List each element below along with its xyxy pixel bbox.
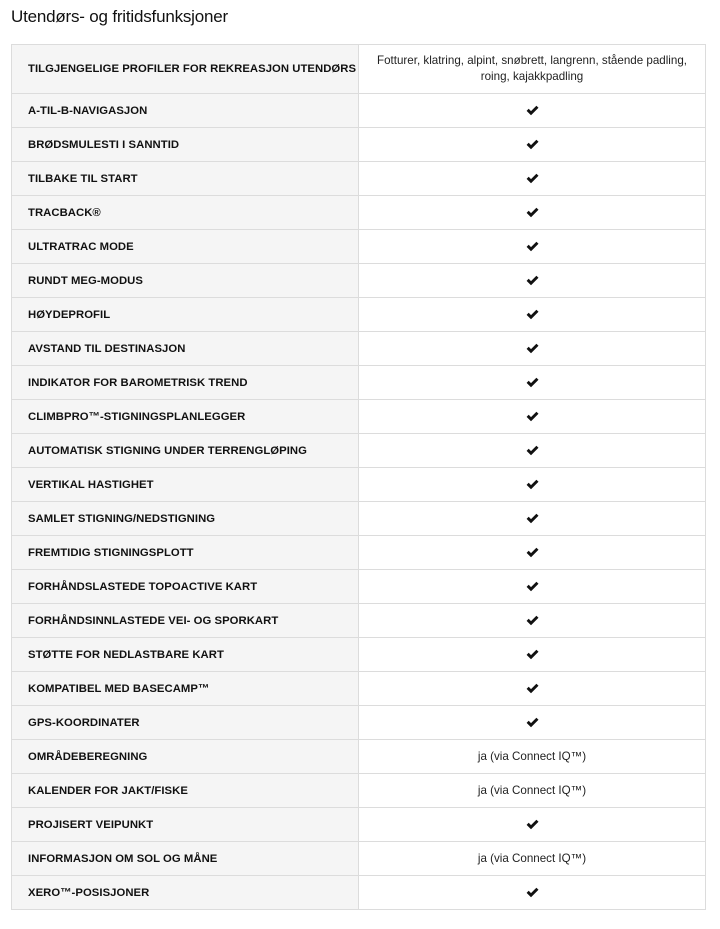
table-row — [12, 162, 706, 196]
table-row — [12, 45, 706, 94]
table-row — [12, 536, 706, 570]
table-row — [12, 570, 706, 604]
feature-value-check — [359, 298, 706, 332]
table-row — [12, 638, 706, 672]
checkmark-icon — [526, 479, 539, 490]
feature-value-check — [359, 128, 706, 162]
table-row — [12, 706, 706, 740]
feature-value-check — [359, 434, 706, 468]
feature-label: FREMTIDIG STIGNINGSPLOTT — [12, 536, 359, 570]
checkmark-icon — [526, 343, 539, 354]
feature-value-check — [359, 638, 706, 672]
features-table — [11, 44, 706, 910]
feature-label: STØTTE FOR NEDLASTBARE KART — [12, 638, 359, 672]
feature-label: HØYDEPROFIL — [12, 298, 359, 332]
feature-label: GPS-KOORDINATER — [12, 706, 359, 740]
table-row — [12, 264, 706, 298]
feature-label: TILGJENGELIGE PROFILER FOR REKREASJON UTENDØRS — [12, 45, 359, 94]
feature-value-check — [359, 196, 706, 230]
feature-value-check — [359, 672, 706, 706]
feature-label: AVSTAND TIL DESTINASJON — [12, 332, 359, 366]
checkmark-icon — [526, 377, 539, 388]
table-row — [12, 366, 706, 400]
feature-label: CLIMBPRO™-STIGNINGSPLANLEGGER — [12, 400, 359, 434]
feature-label: ULTRATRAC MODE — [12, 230, 359, 264]
feature-value-check — [359, 502, 706, 536]
table-row — [12, 808, 706, 842]
checkmark-icon — [526, 547, 539, 558]
table-row — [12, 434, 706, 468]
table-row — [12, 128, 706, 162]
table-row — [12, 298, 706, 332]
table-row — [12, 672, 706, 706]
table-row — [12, 332, 706, 366]
feature-value-check — [359, 808, 706, 842]
table-row — [12, 502, 706, 536]
checkmark-icon — [526, 445, 539, 456]
feature-label: INFORMASJON OM SOL OG MÅNE — [12, 842, 359, 876]
checkmark-icon — [526, 309, 539, 320]
checkmark-icon — [526, 717, 539, 728]
feature-label: FORHÅNDSINNLASTEDE VEI- OG SPORKART — [12, 604, 359, 638]
checkmark-icon — [526, 649, 539, 660]
table-row — [12, 468, 706, 502]
feature-label: RUNDT MEG-MODUS — [12, 264, 359, 298]
feature-value-text: Fotturer, klatring, alpint, snøbrett, langrenn, stående padling, roing, kajakkpadling — [359, 45, 706, 94]
table-row — [12, 876, 706, 910]
feature-label: SAMLET STIGNING/NEDSTIGNING — [12, 502, 359, 536]
checkmark-icon — [526, 105, 539, 116]
feature-value-check — [359, 94, 706, 128]
feature-value-text: ja (via Connect IQ™) — [359, 842, 706, 876]
table-row — [12, 94, 706, 128]
checkmark-icon — [526, 513, 539, 524]
feature-label: PROJISERT VEIPUNKT — [12, 808, 359, 842]
table-row — [12, 400, 706, 434]
checkmark-icon — [526, 615, 539, 626]
checkmark-icon — [526, 207, 539, 218]
checkmark-icon — [526, 683, 539, 694]
features-table-body — [12, 45, 706, 910]
feature-label: AUTOMATISK STIGNING UNDER TERRENGLØPING — [12, 434, 359, 468]
feature-value-check — [359, 468, 706, 502]
table-row — [12, 774, 706, 808]
feature-value-check — [359, 264, 706, 298]
feature-value-check — [359, 706, 706, 740]
feature-label: A-TIL-B-NAVIGASJON — [12, 94, 359, 128]
checkmark-icon — [526, 275, 539, 286]
feature-value-check — [359, 604, 706, 638]
checkmark-icon — [526, 241, 539, 252]
checkmark-icon — [526, 581, 539, 592]
feature-value-check — [359, 162, 706, 196]
feature-value-check — [359, 332, 706, 366]
feature-label: VERTIKAL HASTIGHET — [12, 468, 359, 502]
feature-label: INDIKATOR FOR BAROMETRISK TREND — [12, 366, 359, 400]
page-title: Utendørs- og fritidsfunksjoner — [11, 7, 228, 26]
feature-value-text: ja (via Connect IQ™) — [359, 774, 706, 808]
feature-value-text: ja (via Connect IQ™) — [359, 740, 706, 774]
feature-label: KOMPATIBEL MED BASECAMP™ — [12, 672, 359, 706]
feature-label: KALENDER FOR JAKT/FISKE — [12, 774, 359, 808]
feature-label: XERO™-POSISJONER — [12, 876, 359, 910]
feature-label: TRACBACK® — [12, 196, 359, 230]
checkmark-icon — [526, 887, 539, 898]
feature-value-check — [359, 536, 706, 570]
checkmark-icon — [526, 819, 539, 830]
table-row — [12, 842, 706, 876]
feature-value-check — [359, 876, 706, 910]
table-row — [12, 604, 706, 638]
feature-label: OMRÅDEBEREGNING — [12, 740, 359, 774]
feature-label: TILBAKE TIL START — [12, 162, 359, 196]
feature-value-check — [359, 230, 706, 264]
checkmark-icon — [526, 139, 539, 150]
feature-label: FORHÅNDSLASTEDE TOPOACTIVE KART — [12, 570, 359, 604]
table-row — [12, 230, 706, 264]
checkmark-icon — [526, 411, 539, 422]
table-row — [12, 196, 706, 230]
feature-value-check — [359, 570, 706, 604]
feature-label: BRØDSMULESTI I SANNTID — [12, 128, 359, 162]
checkmark-icon — [526, 173, 539, 184]
feature-value-check — [359, 366, 706, 400]
table-row — [12, 740, 706, 774]
feature-value-check — [359, 400, 706, 434]
